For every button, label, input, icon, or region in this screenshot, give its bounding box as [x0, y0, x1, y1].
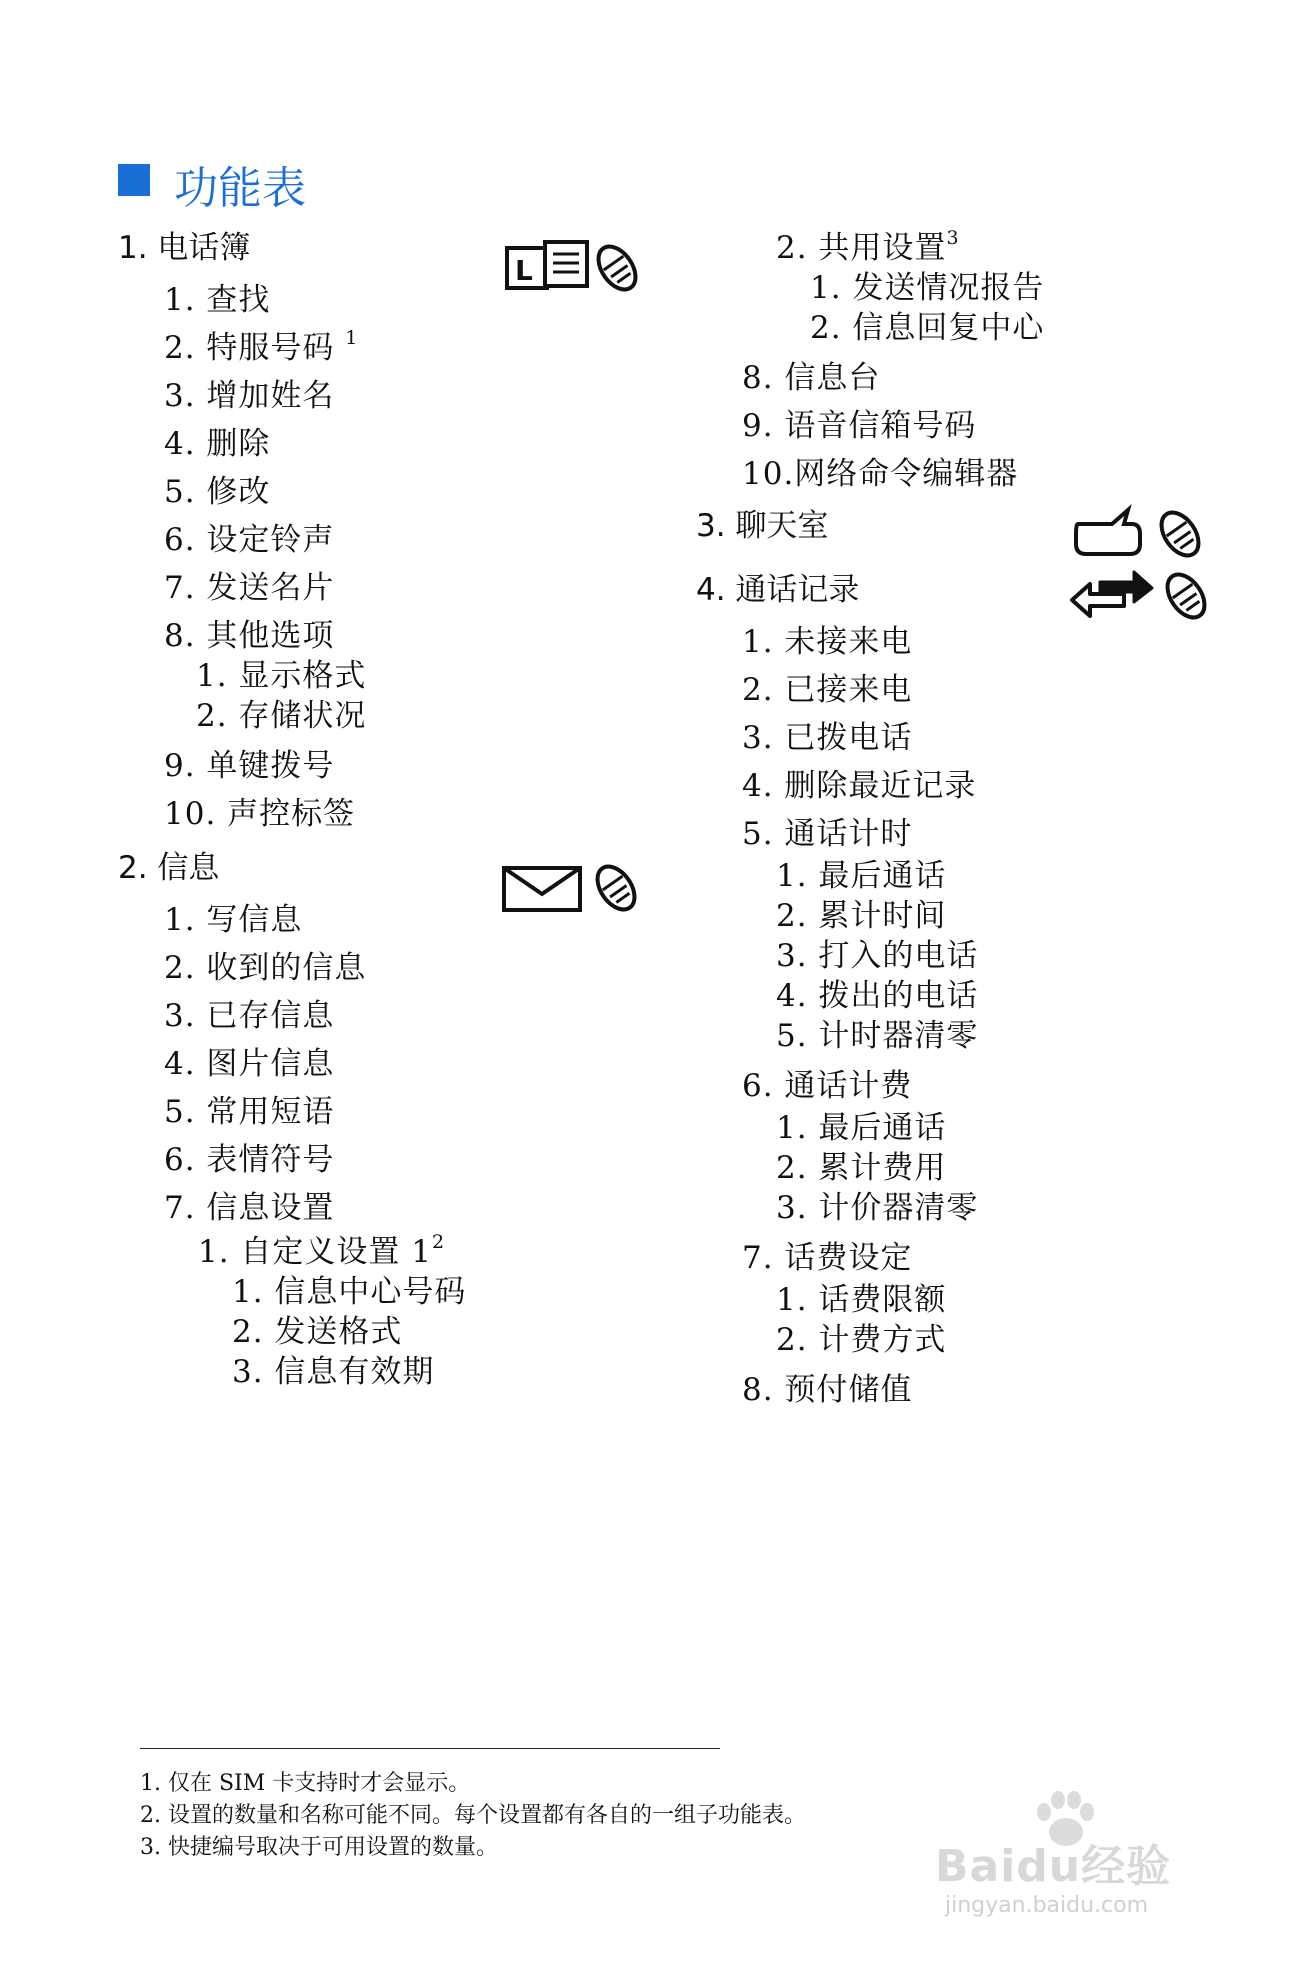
- menu-item: 1. 未接来电: [742, 624, 913, 660]
- footnote-ref: 3: [946, 227, 960, 249]
- menu-item: 9. 单键拨号: [164, 748, 335, 784]
- submenu-item: 1. 发送情况报告: [810, 270, 1045, 306]
- menu-item: 2. 特服号码 $^1$: [164, 327, 359, 366]
- menu-item: 10.网络命令编辑器: [742, 456, 1019, 492]
- submenu-item: 2. 累计费用: [776, 1150, 947, 1186]
- menu-item: 5. 通话计时: [742, 816, 913, 852]
- menu-item: 7. 话费设定: [742, 1240, 913, 1276]
- title-square-marker: [118, 164, 150, 196]
- footnote-ref: 2: [432, 1231, 446, 1253]
- footnote: 1. 仅在 SIM 卡支持时才会显示。: [140, 1771, 471, 1796]
- menu-item: 4. 图片信息: [164, 1046, 335, 1082]
- menu-item: 2. 收到的信息: [164, 950, 367, 986]
- menu-item: 10. 声控标签: [164, 796, 356, 832]
- submenu-item: 2. 发送格式: [232, 1314, 403, 1350]
- submenu-item: 2. 累计时间: [776, 898, 947, 934]
- footnote: 3. 快捷编号取决于可用设置的数量。: [140, 1835, 498, 1860]
- menu-item: 3. 已拨电话: [742, 720, 913, 756]
- menu-item: 4. 删除最近记录: [742, 768, 977, 804]
- submenu-item: 1. 最后通话: [776, 858, 947, 894]
- submenu-item: 1. 信息中心号码: [232, 1274, 467, 1310]
- section-phonebook: 1. 电话簿: [118, 230, 251, 266]
- svg-text:L: L: [515, 254, 533, 287]
- menu-item: 8. 预付储值: [742, 1372, 913, 1408]
- watermark-url: jingyan.baidu.com: [945, 1893, 1149, 1918]
- menu-item: 6. 表情符号: [164, 1142, 335, 1178]
- menu-item: 3. 增加姓名: [164, 378, 335, 414]
- submenu-item: 1. 话费限额: [776, 1282, 947, 1318]
- footnote-ref: 1: [345, 327, 359, 349]
- submenu-item: 1. 自定义设置 $1^2$: [198, 1231, 446, 1270]
- menu-item: 7. 发送名片: [164, 570, 335, 606]
- section-messages: 2. 信息: [118, 850, 220, 886]
- page-title: 功能表: [174, 163, 306, 214]
- menu-item: 1. 查找: [164, 282, 271, 318]
- submenu-item: 3. 计价器清零: [776, 1190, 979, 1226]
- envelope-with-mouse-icon: [500, 860, 645, 920]
- menu-item: 8. 信息台: [742, 360, 881, 396]
- submenu-item: 5. 计时器清零: [776, 1018, 979, 1054]
- submenu-item: 2. 共用设置$^3$: [776, 227, 960, 266]
- footnote: 2. 设置的数量和名称可能不同。每个设置都有各自的一组子功能表。: [140, 1803, 806, 1828]
- menu-item: 9. 语音信箱号码: [742, 408, 977, 444]
- watermark-brand: Baidu经验: [935, 1841, 1172, 1892]
- submenu-item: 1. 最后通话: [776, 1110, 947, 1146]
- menu-item: 8. 其他选项: [164, 618, 335, 654]
- section-chat: 3. 聊天室: [696, 508, 829, 544]
- submenu-item: 2. 存储状况: [196, 698, 367, 734]
- phonebook-with-mouse-icon: [505, 238, 645, 300]
- menu-item: 4. 删除: [164, 426, 271, 462]
- menu-item: 2. 已接来电: [742, 672, 913, 708]
- menu-item: 5. 常用短语: [164, 1094, 335, 1130]
- submenu-item: 2. 计费方式: [776, 1322, 947, 1358]
- submenu-item: 2. 信息回复中心: [810, 310, 1045, 346]
- menu-item: 6. 设定铃声: [164, 522, 335, 558]
- submenu-item: 1. 显示格式: [196, 658, 367, 694]
- chat-bubble-with-mouse-icon: [1072, 504, 1212, 566]
- footnote-divider: [140, 1748, 720, 1749]
- menu-item: 6. 通话计费: [742, 1068, 913, 1104]
- submenu-item: 3. 信息有效期: [232, 1354, 435, 1390]
- menu-item: 5. 修改: [164, 474, 271, 510]
- arrows-with-mouse-icon: [1068, 566, 1218, 628]
- menu-item: 1. 写信息: [164, 902, 303, 938]
- submenu-item: 3. 打入的电话: [776, 938, 979, 974]
- menu-item: 3. 已存信息: [164, 998, 335, 1034]
- submenu-item: 4. 拨出的电话: [776, 978, 979, 1014]
- section-call-log: 4. 通话记录: [696, 572, 860, 608]
- menu-item: 7. 信息设置: [164, 1190, 335, 1226]
